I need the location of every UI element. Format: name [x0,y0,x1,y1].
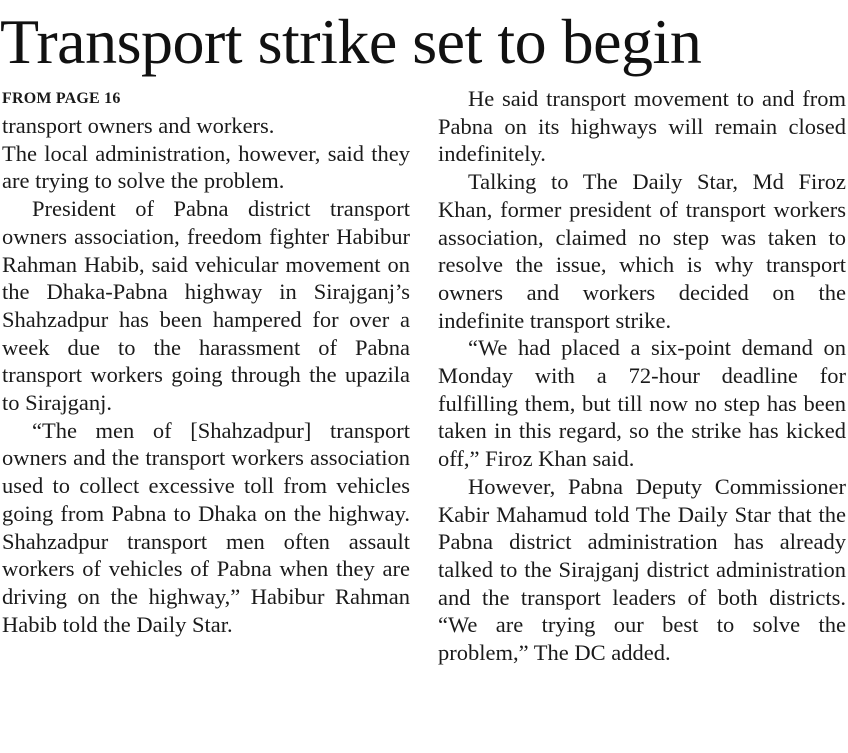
paragraph-six-point-demand: “We had placed a six-point demand on Monday with a 72-hour deadline for fulfilling them, but till now no step has been taken in this regard, so the strike has kicked off,” Firoz Khan said. [438,335,846,472]
paragraph-habib-quote: “The men of [Shahzadpur] transport owners and the transport workers association used to collect excessive toll from vehicles going from Pabna to Dhaka on the highway. Shahzadpur transport men often assault workers of vehicles of Pabna when they are driving on the highway,” Habibur Rahman Habib told the Daily Star. [2,417,410,637]
paragraph-movement-closed: He said transport movement to and from Pabna on its highways will remain closed indefinitely. [438,86,846,167]
jump-label: FROM PAGE 16 [2,90,121,107]
paragraph-deputy-commissioner: However, Pabna Deputy Commissioner Kabir Mahamud told The Daily Star that the Pabna district administration has already talked to the Sirajganj district administration and the transport leaders of both districts. “We are trying our best to solve the problem,” The DC added. [438,473,846,666]
paragraph-local-administration: The local administration, however, said they are trying to solve the problem. [2,140,410,194]
paragraph-continuation: transport owners and workers. [2,113,275,138]
article-column-right [438,86,846,667]
headline: Transport strike set to begin [0,6,702,77]
article-column-left [2,86,410,638]
paragraph-firoz-khan: Talking to The Daily Star, Md Firoz Khan, former president of transport workers association, claimed no step was taken to resolve the issue, which is why transport owners and workers decided on the indefinite transport strike. [438,169,846,333]
paragraph-habib-statement: President of Pabna district transport owners association, freedom fighter Habibur Rahman Habib, said vehicular movement on the Dhaka-Pabna highway in Sirajganj’s Shahzadpur has been hampered for over a week due to the harassment of Pabna transport workers going through the upazila to Sirajganj. [2,196,410,416]
